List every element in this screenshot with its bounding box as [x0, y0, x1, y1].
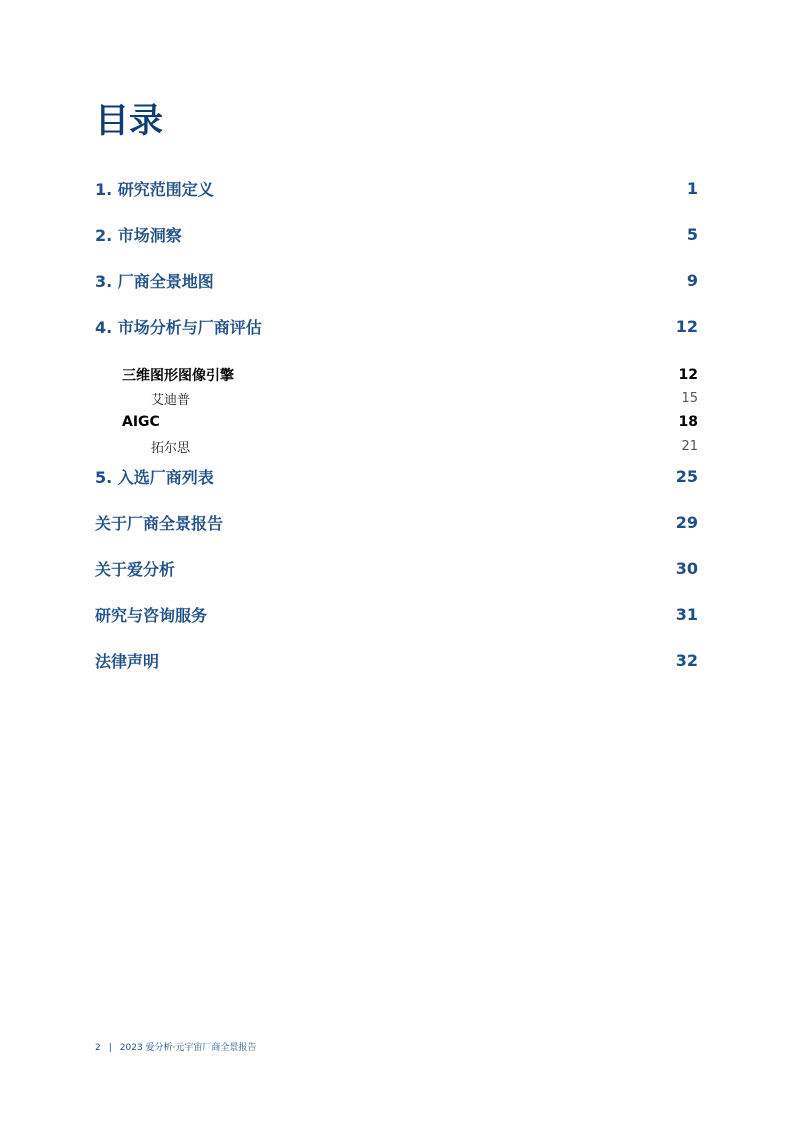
toc-entry-page: 31	[675, 604, 698, 624]
toc-subentry-page: 12	[678, 367, 698, 383]
toc-entry-page: 12	[675, 316, 698, 336]
toc-entry[interactable]	[95, 557, 698, 579]
toc-entry-label: 3. 厂商全景地图	[95, 271, 214, 291]
toc-vendor-entry[interactable]	[95, 389, 698, 407]
toc-subentry-label: 三维图形图像引擎	[122, 368, 234, 384]
toc-entry[interactable]	[95, 269, 698, 291]
toc-entry[interactable]	[95, 465, 698, 487]
toc-subentry[interactable]	[95, 365, 698, 385]
toc-entry-label: 关于厂商全景报告	[95, 513, 224, 533]
toc-entry[interactable]	[95, 603, 698, 625]
toc-subentry[interactable]	[95, 412, 698, 432]
footer-page-number: 2	[95, 1043, 101, 1053]
toc-vendor-page: 21	[681, 438, 698, 454]
table-of-contents	[95, 0, 698, 700]
footer-report-title: 2023 爱分析·元宇宙厂商全景报告	[119, 1043, 257, 1053]
toc-entry[interactable]	[95, 177, 698, 199]
toc-entry-label: 关于爱分析	[95, 559, 176, 579]
toc-entry-page: 32	[675, 650, 698, 670]
toc-entry-page: 1	[686, 178, 698, 198]
toc-entry-label: 法律声明	[95, 651, 160, 671]
toc-vendor-entry[interactable]	[95, 437, 698, 455]
page-footer	[95, 1040, 256, 1053]
toc-subentry-page: 18	[678, 414, 698, 430]
toc-entry-page: 30	[675, 558, 698, 578]
toc-entry-label: 2. 市场洞察	[95, 225, 182, 245]
toc-entry-label: 5. 入选厂商列表	[95, 467, 214, 487]
toc-entry[interactable]	[95, 223, 698, 245]
toc-entry-page: 29	[675, 512, 698, 532]
toc-vendor-page: 15	[681, 390, 698, 406]
toc-entry-page: 9	[686, 270, 698, 290]
toc-entry-label: 4. 市场分析与厂商评估	[95, 317, 262, 337]
toc-entry[interactable]	[95, 315, 698, 337]
toc-entry-page: 5	[686, 224, 698, 244]
toc-entry-label: 研究与咨询服务	[95, 605, 208, 625]
toc-entry-page: 25	[675, 466, 698, 486]
toc-vendor-label: 艾迪普	[151, 392, 191, 408]
page-title: 目录	[95, 101, 163, 141]
toc-vendor-label: 拓尔思	[151, 440, 191, 456]
toc-entry-label: 1. 研究范围定义	[95, 179, 214, 199]
toc-entry[interactable]	[95, 511, 698, 533]
toc-entry[interactable]	[95, 649, 698, 671]
toc-subentry-label: AIGC	[122, 414, 160, 430]
footer-separator: |	[108, 1043, 112, 1053]
